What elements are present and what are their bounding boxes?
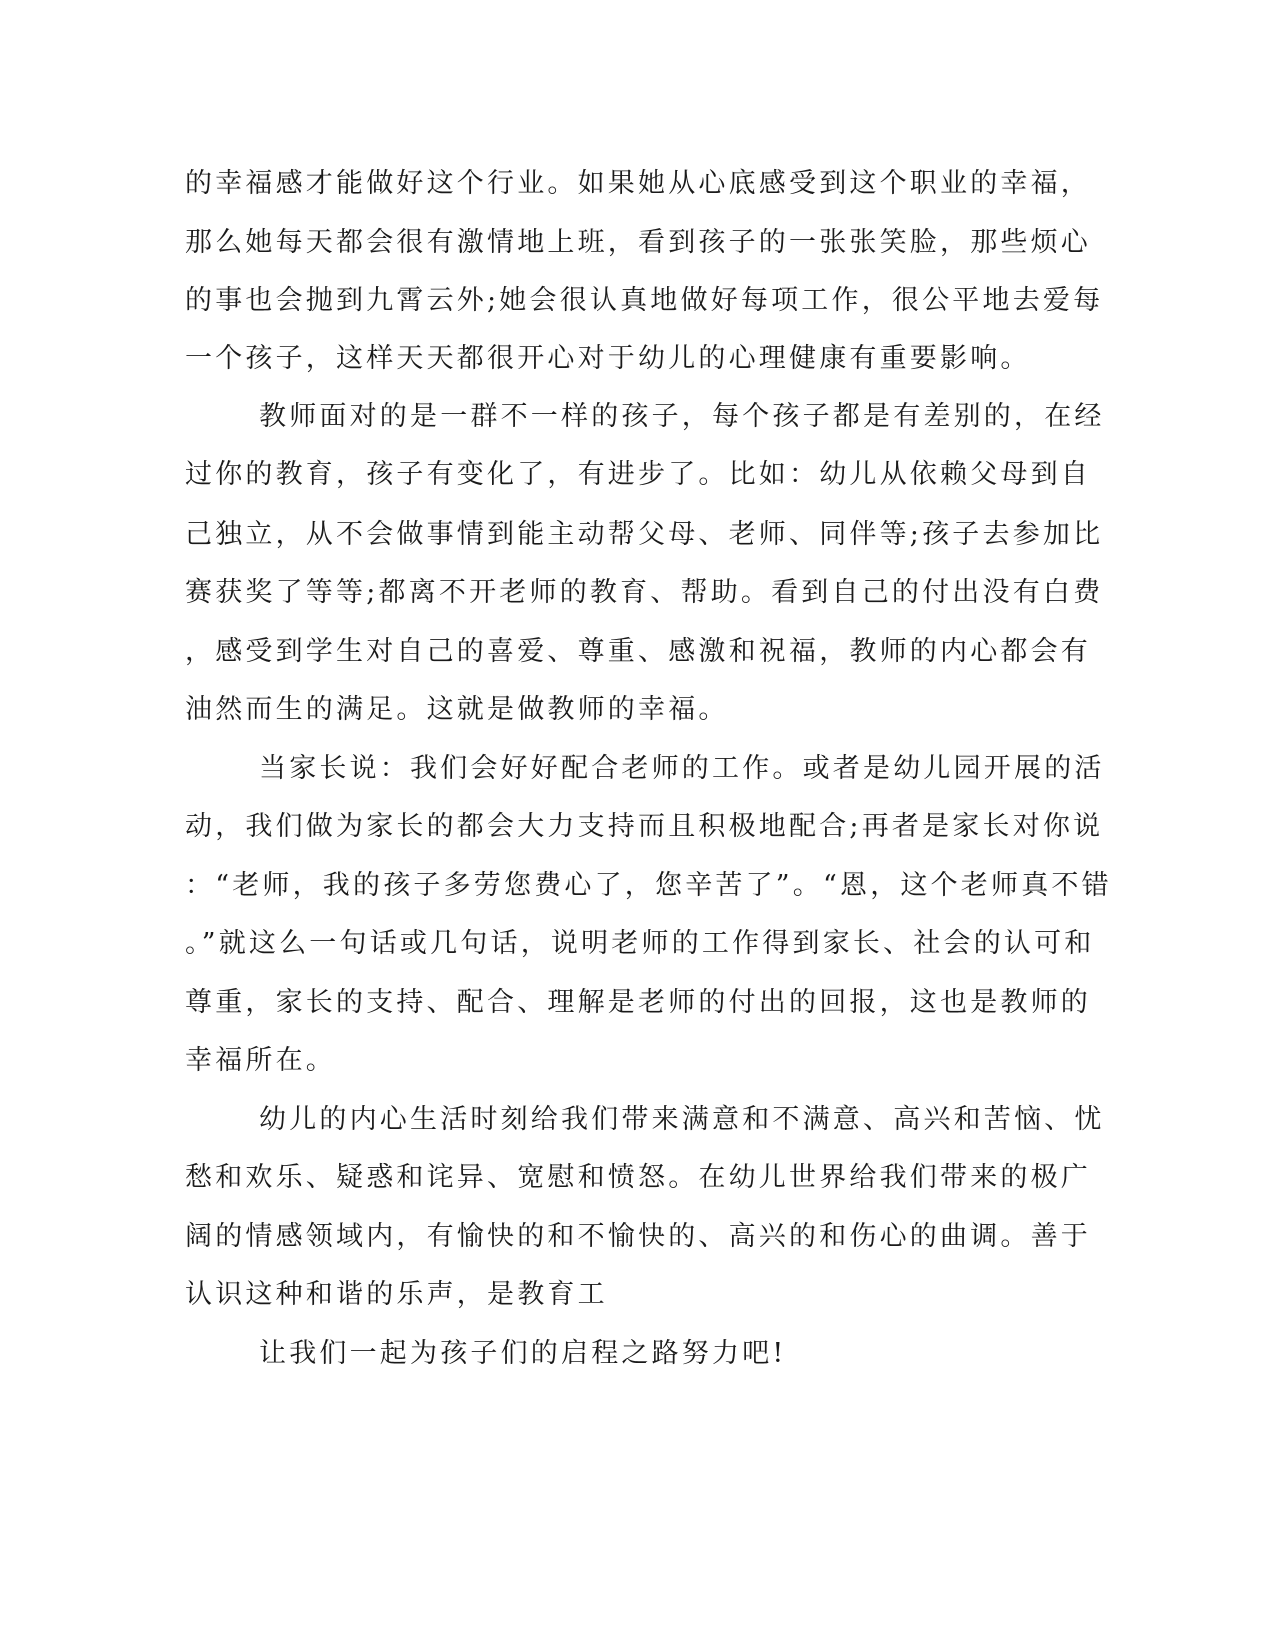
- paragraph-line: 幸福所在。: [185, 1045, 336, 1076]
- paragraph-line: 让我们一起为孩子们的启程之路努力吧!: [259, 1338, 787, 1369]
- paragraph-line: 己独立，从不会做事情到能主动帮父母、老师、同伴等;孩子去参加比: [185, 519, 1104, 550]
- paragraph-line: 尊重，家长的支持、配合、理解是老师的付出的回报，这也是教师的: [185, 987, 1091, 1018]
- paragraph-line: 幼儿的内心生活时刻给我们带来满意和不满意、高兴和苦恼、忧: [259, 1104, 1105, 1135]
- paragraph-line: 那么她每天都会很有激情地上班，看到孩子的一张张笑脸，那些烦心: [185, 227, 1091, 258]
- paragraph-line: 阔的情感领域内，有愉快的和不愉快的、高兴的和伤心的曲调。善于: [185, 1221, 1091, 1252]
- paragraph-line: 的事也会抛到九霄云外;她会很认真地做好每项工作，很公平地去爱每: [185, 285, 1104, 316]
- paragraph-line: ，感受到学生对自己的喜爱、尊重、感激和祝福，教师的内心都会有: [185, 636, 1091, 667]
- paragraph-line: 一个孩子，这样天天都很开心对于幼儿的心理健康有重要影响。: [185, 343, 1031, 374]
- paragraph-line: 过你的教育，孩子有变化了，有进步了。比如：幼儿从依赖父母到自: [185, 459, 1091, 490]
- paragraph-line: 的幸福感才能做好这个行业。如果她从心底感受到这个职业的幸福，: [185, 168, 1091, 199]
- paragraph-line: 。”就这么一句话或几句话，说明老师的工作得到家长、社会的认可和: [185, 928, 1095, 959]
- paragraph-line: 认识这种和谐的乐声，是教育工: [185, 1279, 608, 1310]
- paragraph-line: 赛获奖了等等;都离不开老师的教育、帮助。看到自己的付出没有白费: [185, 577, 1104, 608]
- paragraph-line: 油然而生的满足。这就是做教师的幸福。: [185, 694, 729, 725]
- paragraph-line: 当家长说：我们会好好配合老师的工作。或者是幼儿园开展的活: [259, 753, 1105, 784]
- paragraph-line: 愁和欢乐、疑惑和诧异、宽慰和愤怒。在幼儿世界给我们带来的极广: [185, 1162, 1091, 1193]
- paragraph-line: ：“老师，我的孩子多劳您费心了，您辛苦了”。“恩，这个老师真不错: [185, 870, 1112, 901]
- paragraph-line: 教师面对的是一群不一样的孩子，每个孩子都是有差别的，在经: [259, 401, 1105, 432]
- paragraph-line: 动，我们做为家长的都会大力支持而且积极地配合;再者是家长对你说: [185, 811, 1104, 842]
